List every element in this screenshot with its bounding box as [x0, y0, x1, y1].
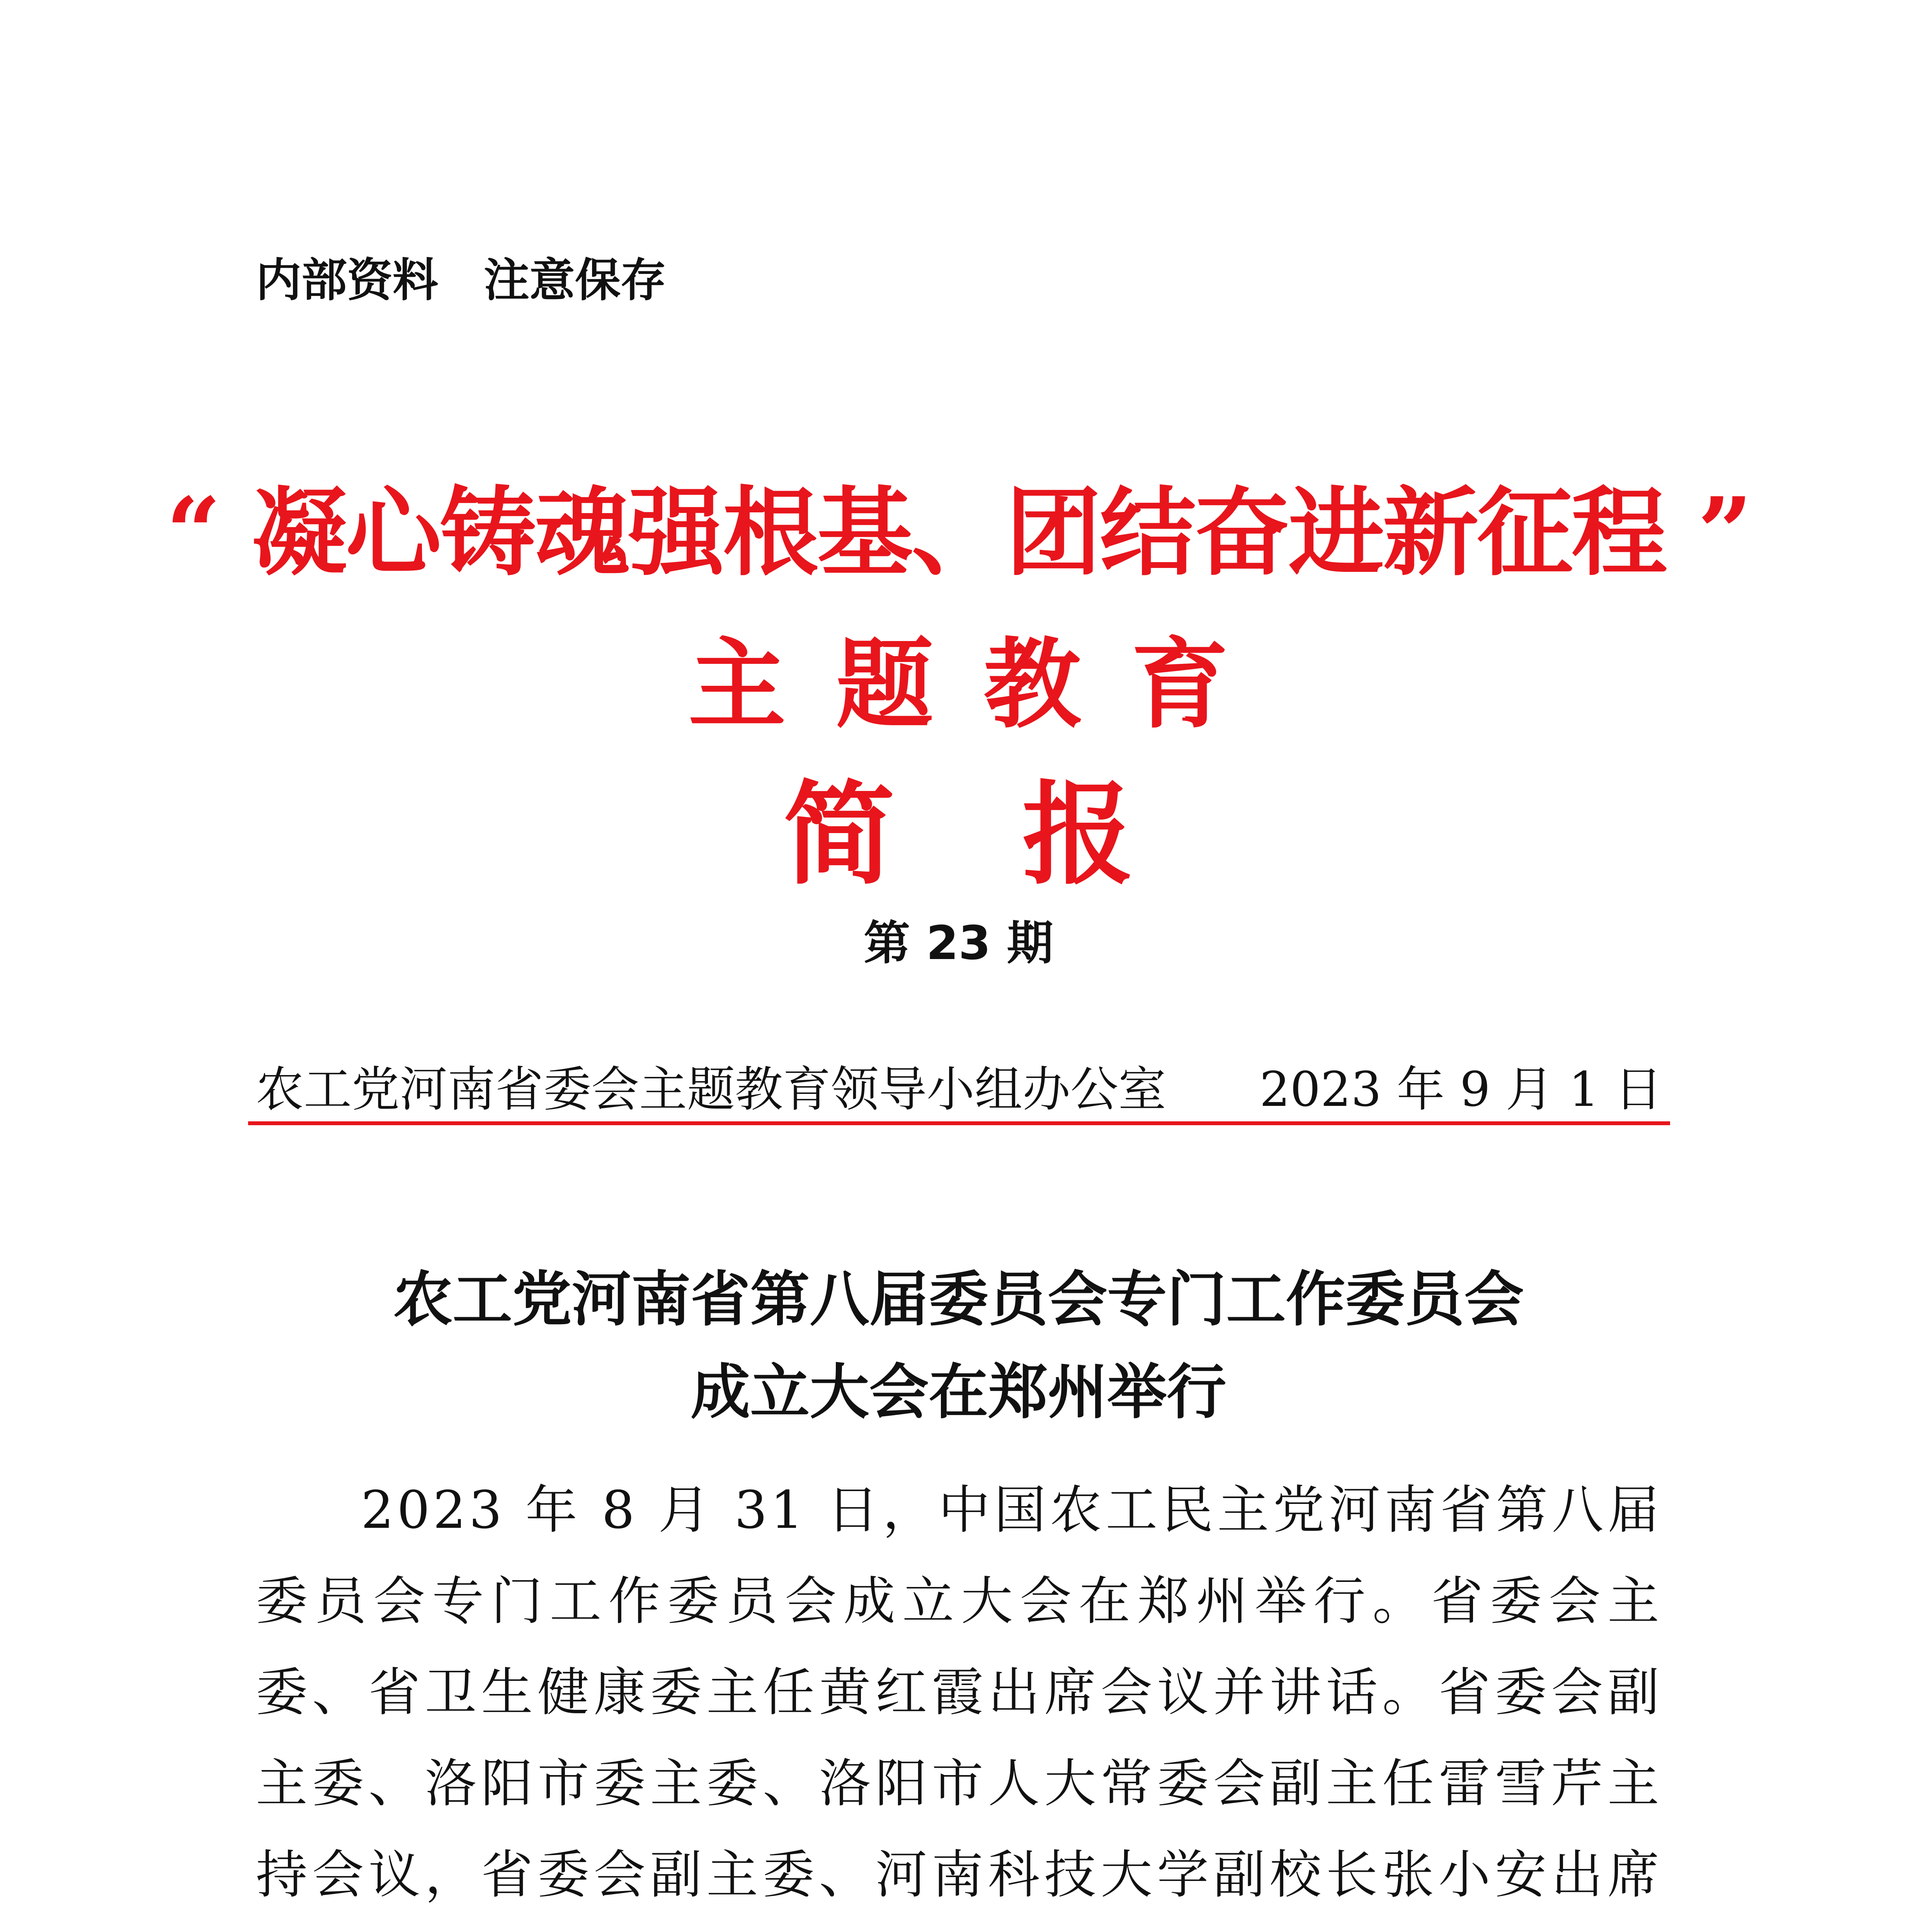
banner-brief: 简报 — [783, 769, 1261, 900]
banner-subtitle: 主题教育 — [688, 627, 1279, 742]
issue-number: 第 23 期 — [864, 917, 1053, 970]
banner-title: “ 凝心铸魂强根基、团结奋进新征程 ” — [166, 476, 1751, 589]
article-title-line1: 农工党河南省第八届委员会专门工作委员会 — [393, 1264, 1524, 1334]
article-title-line2: 成立大会在郑州举行 — [691, 1357, 1226, 1427]
issue-date: 2023 年 9 月 1 日 — [1259, 1062, 1662, 1117]
issuer-row — [256, 1051, 1662, 1120]
red-divider — [248, 1121, 1670, 1125]
header-note: 内部资料 注意保存 — [256, 253, 667, 307]
issuer-org: 农工党河南省委会主题教育领导小组办公室 — [256, 1062, 1167, 1117]
article-body — [256, 1464, 1662, 1932]
paragraph: 2023 年 8 月 31 日，中国农工民主党河南省第八届委员会专门工作委员会成立大会在郑州举行。省委会主委、省卫生健康委主任黄红霞出席会议并讲话。省委会副主委、洛阳市委主委、洛阳市人大常委会副主任雷雪芹主持会议，省委会副主委、河南科技大学副校长张小安出席 — [256, 1480, 1662, 1905]
